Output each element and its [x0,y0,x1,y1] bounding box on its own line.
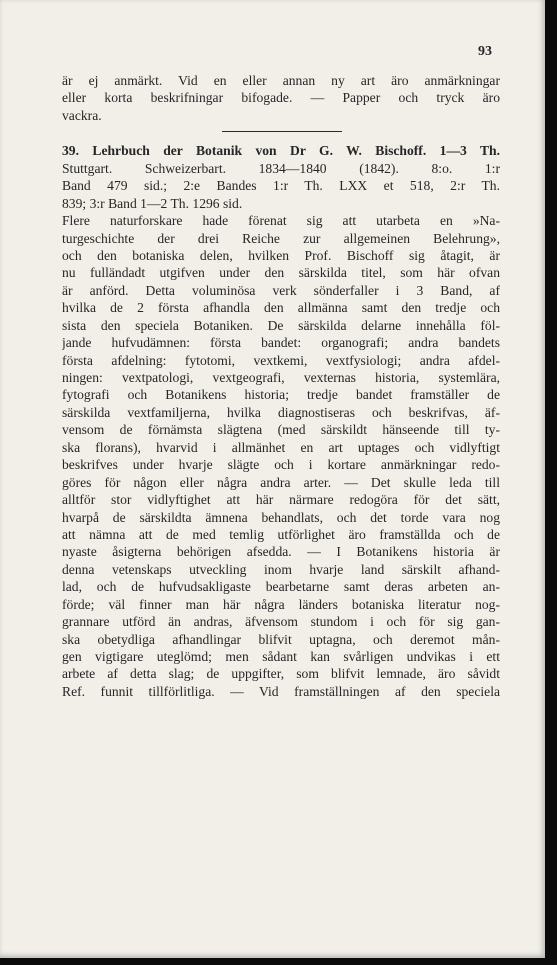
text-line: arbete af detta slag; de uppgifter, som blifvit lemnade, äro såvidt [62,666,500,682]
text-line: jande hufvudämnen: första bandet: organografi; andra bandets [62,335,500,351]
page-number: 93 [478,44,492,59]
text-line: Flere naturforskare hade förenat sig att utarbeta en »Na- [62,213,500,229]
text-line: fytografi och Botanikens historia; tredje bandet framställer de [62,387,500,403]
text-line: sista den speciela Botaniken. De särskilda delarne innehålla föl- [62,317,500,333]
text-line: förde; väl finner man här några länders botaniska literatur nog- [62,596,500,612]
text-line: Ref. funnit tillförlitliga. — Vid framställningen af den speciela [62,683,500,699]
text-line: lad, och de hufvudsakligaste bearbetarne samt deras arbeten an- [62,579,500,595]
text-line: beskrifves under hvarje slägte och i kortare anmärkningar redo- [62,457,500,473]
text-line: göres för någon eller några andra arter. — Det skulle leda till [62,474,500,490]
section-separator [62,124,500,142]
text-line: eller korta beskrifningar bifogade. — Papper och tryck äro [62,90,500,106]
text-line: nyaste åsigterna behörigen afsedda. — I Botanikens historia är [62,544,500,560]
entry-heading-line: 839; 3:r Band 1—2 Th. 1296 sid. [62,195,243,211]
text-line: hvarpå de särskildta ämnena behandlats, och det torde vara nog [62,509,500,525]
text-line: och den botaniska delen, hvilken Prof. Bischoff sig åtagit, är [62,247,500,263]
text-line: denna vetenskaps utveckling inom hvarje land särskilt afhand- [62,561,500,577]
text-line: att nämna att de med temlig utförlighet äro framställda och de [62,526,500,542]
entry-heading-line: Stuttgart. Schweizerbart. 1834—1840 (1842). 8:o. 1:r [62,160,500,176]
text-line: vackra. [62,107,102,123]
text-line: alltför stor vidlyftighet att här närmare redogöra för det sätt, [62,492,500,508]
text-line: gen vigtigare uteglömd; men sådant kan svårligen undvikas i ett [62,649,500,664]
text-line: ningen: vextpatologi, vextgeografi, vexternas historia, systemlära, [62,370,500,385]
text-line: är ej anmärkt. Vid en eller annan ny art äro anmärkningar [62,73,500,88]
text-line: turgeschichte der drei Reiche zur allgemeinen Belehrung», [62,230,500,246]
text-line: hvilka de 2 första afhandla den allmänna samt den tredje och [62,300,500,316]
text-line: ska florans), hvarvid i allmänhet en art uptages och vidlyftigt [62,439,500,455]
text-line: första afdelning: fytotomi, vextkemi, vextfysiologi; andra afdel- [62,352,500,368]
text-line: ska obetydliga afhandlingar blifvit uptagna, och deremot mån- [62,631,500,647]
text-line: vensom de förnämsta slägtena (med särskildt hänseende till ty- [62,422,500,438]
entry-heading-line: 39. Lehrbuch der Botanik von Dr G. W. Bischoff. 1—3 Th. [62,143,500,159]
text-line: grannare utförd än andras, äfvensom stundom i och för sig gan- [62,614,500,630]
text-line: är anförd. Detta voluminösa verk sönderfaller i 3 Band, af [62,282,500,298]
text-line: särskilda vextfamiljerna, hvilka diagnostiseras och beskrifvas, äf- [62,404,500,420]
separator-rule [222,131,342,132]
entry-heading-line: Band 479 sid.; 2:e Bandes 1:r Th. LXX et 518, 2:r Th. [62,178,500,194]
text-line: nu fulländadt utgifven under den särskilda titel, som här ofvan [62,265,500,281]
page-text [62,72,500,700]
